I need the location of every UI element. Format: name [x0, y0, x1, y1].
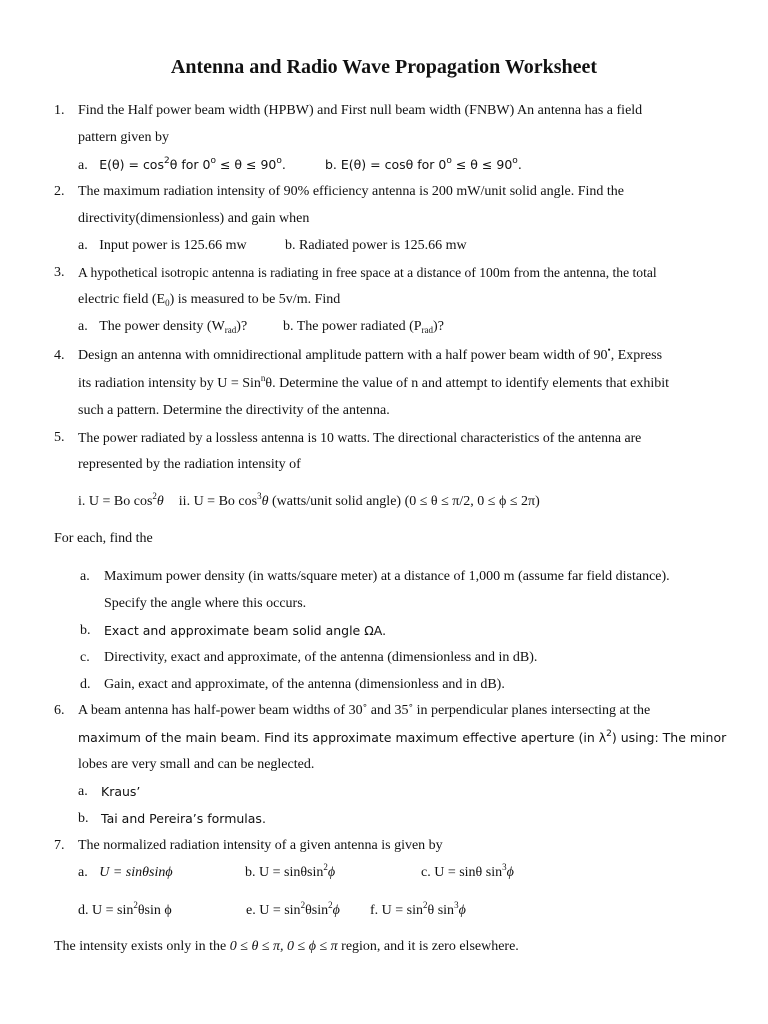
- superscript: 2: [606, 729, 612, 739]
- formula-part: b. U = sinθsin: [245, 865, 324, 880]
- question-1-text-1: Find the Half power beam width (HPBW) and First null beam width (FNBW) An antenna has a field: [78, 103, 643, 118]
- question-2-option-b: b. Radiated power is 125.66 mw: [285, 238, 467, 253]
- question-3-line-1: A hypothetical isotropic antenna is radiating in free space at a distance of 100m from the antenna, the total: [78, 265, 657, 280]
- formula-part: ϕ: [458, 903, 466, 918]
- formula-part: ≤ θ ≤ 90: [215, 157, 277, 172]
- degree-mark: o: [210, 156, 216, 166]
- question-5-item-label: a.: [80, 569, 90, 584]
- question-6-option-a-label: a.: [78, 784, 88, 799]
- formula-part: i. U = Bo cos: [78, 494, 153, 509]
- subscript: 0: [165, 298, 170, 308]
- question-6-number: 6.: [54, 703, 65, 718]
- question-5-item-label: d.: [80, 677, 91, 692]
- formula-part: θ: [261, 494, 269, 509]
- superscript: 2: [328, 900, 333, 910]
- question-5-item-text: Maximum power density (in watts/square meter) at a distance of 1,000 m (assume far field distance).: [104, 569, 670, 584]
- text-part: )?: [433, 319, 444, 334]
- question-5-item-label: b.: [80, 623, 91, 638]
- text-part: maximum of the main beam. Find its approximate maximum effective aperture (in λ: [78, 730, 607, 745]
- formula-part: .: [281, 157, 286, 172]
- degree-mark: o: [276, 156, 282, 166]
- option-label: a.: [78, 319, 88, 334]
- text-part: region, and it is zero elsewhere.: [337, 939, 519, 954]
- formula-part: ϕ: [327, 865, 336, 880]
- formula-part: E(θ) = cos: [99, 157, 164, 172]
- subscript: rad: [224, 325, 237, 335]
- question-7-option-b: [245, 864, 335, 882]
- question-2-line-1: [78, 183, 714, 201]
- math-range: 0 ≤ θ ≤ π, 0 ≤ ϕ ≤ π: [229, 939, 338, 954]
- question-1-number: 1.: [54, 103, 65, 118]
- superscript: n: [260, 373, 266, 383]
- question-5-item-text: Gain, exact and approximate, of the antenna (dimensionless and in dB).: [104, 677, 505, 692]
- formula-part: ϕ: [506, 865, 514, 880]
- question-5-line-2: represented by the radiation intensity of: [78, 457, 301, 472]
- superscript: 2: [300, 900, 306, 910]
- question-6-option-a: Kraus’: [101, 784, 141, 799]
- formula-part: ϕ: [332, 903, 340, 918]
- formula-part: .: [517, 157, 522, 172]
- option-label: a.: [78, 238, 88, 253]
- question-6-line-3: lobes are very small and can be neglected.: [78, 757, 315, 772]
- question-4-line-2: [78, 375, 669, 393]
- text-part: The power density (W: [99, 319, 225, 334]
- option-label: a.: [78, 158, 88, 173]
- question-3-number: 3.: [54, 265, 65, 280]
- question-5-number: 5.: [54, 430, 65, 445]
- question-2-option-a: [78, 237, 247, 255]
- question-2-number: 2.: [54, 184, 65, 199]
- text-part: its radiation intensity by U = Sin: [78, 376, 261, 391]
- question-6-line-1: A beam antenna has half-power beam widths of 30˚ and 35˚ in perpendicular planes intersecting at the: [78, 703, 651, 718]
- superscript: 2: [423, 900, 428, 910]
- formula-part: e. U = sin: [246, 903, 301, 918]
- text-part: ) using: The minor: [611, 730, 727, 745]
- question-4-line-3: such a pattern. Determine the directivity of the antenna.: [78, 403, 390, 418]
- formula-part: f. U = sin: [370, 903, 424, 918]
- formula-part: (watts/unit solid angle) (0 ≤ θ ≤ π/2, 0 ≤ ϕ ≤ 2π): [268, 494, 540, 509]
- question-7-option-d: [78, 902, 172, 920]
- option-text: Input power is 125.66 mw: [99, 238, 247, 253]
- question-1-option-a: [78, 156, 286, 175]
- page-title: Antenna and Radio Wave Propagation Worksheet: [170, 56, 598, 78]
- formula-part: ii. U = Bo cos: [178, 494, 258, 509]
- question-7-option-a: [78, 864, 173, 882]
- question-3-option-b: [283, 318, 444, 336]
- formula-part: d. U = sin: [78, 903, 134, 918]
- formula-part: θ: [156, 494, 164, 509]
- text-part: b. The power radiated (P: [283, 319, 422, 334]
- superscript: 2: [163, 156, 170, 166]
- subscript: rad: [421, 325, 434, 335]
- question-3-line-2: [78, 291, 340, 309]
- question-6-line-2: [78, 729, 726, 747]
- question-5-item-text: Specify the angle where this occurs.: [104, 596, 307, 611]
- question-1-line-1: [78, 102, 714, 120]
- question-5-item-text: Exact and approximate beam solid angle ΩA.: [104, 623, 387, 638]
- superscript: 2: [323, 862, 328, 872]
- superscript: 3: [502, 862, 507, 872]
- question-7-option-f: [370, 902, 466, 920]
- formula-part: θsin: [305, 903, 329, 918]
- text-part: θ. Determine the value of n and attempt to identify elements that exhibit: [265, 376, 670, 391]
- question-2-line-2: directivity(dimensionless) and gain when: [78, 211, 310, 226]
- question-5-for-each: For each, find the: [54, 531, 153, 546]
- superscript: 3: [454, 900, 459, 910]
- text-part: )?: [236, 319, 248, 334]
- question-2-text-1: The maximum radiation intensity of 90% efficiency antenna is 200 mW/unit solid angle. Find the: [78, 184, 625, 199]
- question-1-line-2: pattern given by: [78, 130, 169, 145]
- question-5-item-label: c.: [80, 650, 90, 665]
- question-4-line-1: [78, 347, 662, 365]
- text-part: , Express: [610, 348, 663, 363]
- question-7-number: 7.: [54, 838, 65, 853]
- question-7-option-e: [246, 902, 340, 920]
- formula-part: c. U = sinθ sin: [421, 865, 503, 880]
- option-text: [99, 157, 286, 172]
- question-5-formulas: [78, 493, 540, 511]
- formula-part: θ sin: [427, 903, 455, 918]
- question-7-footer: [54, 938, 519, 956]
- question-3-option-a: [78, 318, 247, 336]
- question-7-option-c: [421, 864, 514, 882]
- text-part: ) is measured to be 5v/m. Find: [169, 292, 341, 307]
- question-5-item-text: Directivity, exact and approximate, of the antenna (dimensionless and in dB).: [104, 650, 538, 665]
- superscript: 3: [257, 491, 262, 501]
- text-part: The intensity exists only in the: [54, 939, 230, 954]
- question-7-line-1: The normalized radiation intensity of a given antenna is given by: [78, 838, 443, 853]
- degree-mark: o: [512, 156, 518, 166]
- formula-part: θsin ϕ: [137, 903, 172, 918]
- degree-mark: •: [607, 345, 611, 355]
- superscript: 2: [152, 491, 157, 501]
- option-label: a.: [78, 865, 88, 880]
- option-text: U = sinθsinϕ: [99, 865, 173, 880]
- option-text: [99, 319, 247, 334]
- superscript: 2: [133, 900, 138, 910]
- text-part: Design an antenna with omnidirectional amplitude pattern with a half power beam width of 90: [78, 348, 608, 363]
- question-6-option-b-label: b.: [78, 811, 89, 826]
- question-6-option-b: Tai and Pereira’s formulas.: [101, 811, 266, 826]
- formula-part: θ for 0: [169, 157, 211, 172]
- question-4-number: 4.: [54, 348, 65, 363]
- question-1-option-b: [325, 156, 522, 174]
- text-part: electric field (E: [78, 292, 166, 307]
- formula-part: b. E(θ) = cosθ for 0: [325, 157, 447, 172]
- question-5-line-1: The power radiated by a lossless antenna is 10 watts. The directional characteristics of the antenna are: [78, 430, 642, 445]
- degree-mark: o: [446, 156, 452, 166]
- formula-part: ≤ θ ≤ 90: [451, 157, 513, 172]
